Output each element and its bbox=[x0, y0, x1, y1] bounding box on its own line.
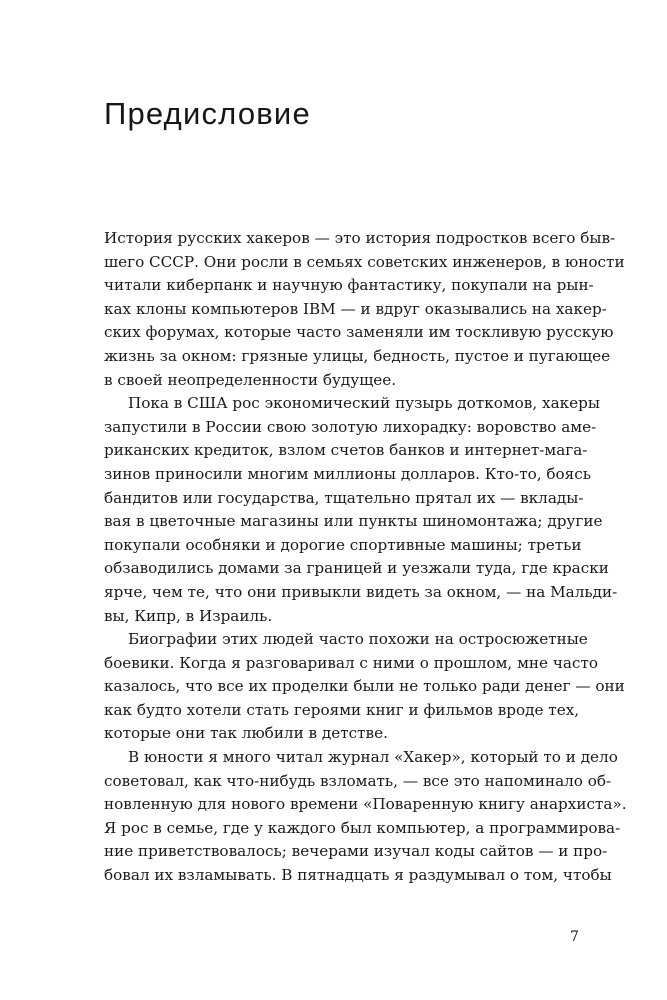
text-line: читали киберпанк и научную фантастику, покупали на рын- bbox=[104, 276, 594, 295]
text-line: вая в цветочные магазины или пункты шиномонтажа; другие bbox=[104, 512, 603, 531]
text-line: бовал их взламывать. В пятнадцать я раздумывал о том, чтобы bbox=[104, 866, 612, 885]
text-line: вы, Кипр, в Израиль. bbox=[104, 606, 273, 625]
text-line: риканских кредиток, взлом счетов банков и интернет-мага- bbox=[104, 441, 588, 460]
text-line: ярче, чем те, что они привыкли видеть за окном, — на Мальди- bbox=[104, 582, 618, 601]
text-line: зинов приносили многим миллионы долларов. Кто-то, боясь bbox=[104, 464, 592, 483]
text-line: которые они так любили в детстве. bbox=[104, 724, 388, 743]
paragraph bbox=[104, 746, 627, 888]
text-line: запустили в России свою золотую лихорадку: воровство аме- bbox=[104, 417, 597, 436]
text-line: обзаводились домами за границей и уезжали туда, где краски bbox=[104, 559, 609, 578]
text-line: жизнь за окном: грязные улицы, бедность, пустое и пугающее bbox=[104, 346, 611, 365]
text-line: ках клоны компьютеров IBM — и вдруг оказывались на хакер- bbox=[104, 299, 607, 318]
chapter-title: Предисловие bbox=[104, 96, 311, 131]
text-line: покупали особняки и дорогие спортивные машины; третьи bbox=[104, 535, 582, 554]
text-line: советовал, как что-нибудь взломать, — все это напоминало об- bbox=[104, 771, 612, 790]
text-line: Биографии этих людей часто похожи на остросюжетные bbox=[128, 630, 588, 649]
text-line: новленную для нового времени «Поваренную книгу анархиста». bbox=[104, 795, 627, 814]
text-line: История русских хакеров — это история подростков всего быв- bbox=[104, 229, 616, 247]
text-line: В юности я много читал журнал «Хакер», который то и дело bbox=[128, 748, 618, 767]
text-line: ских форумах, которые часто заменяли им тоскливую русскую bbox=[104, 323, 614, 342]
text-line: казалось, что все их проделки были не только ради денег — они bbox=[104, 677, 625, 696]
paragraph bbox=[104, 227, 625, 392]
text-line: боевики. Когда я разговаривал с ними о прошлом, мне часто bbox=[104, 653, 598, 672]
text-line: бандитов или государства, тщательно прятал их — вклады- bbox=[104, 488, 584, 507]
text-line: ние приветствовалось; вечерами изучал коды сайтов — и про- bbox=[104, 842, 608, 861]
text-line: Я рос в семье, где у каждого был компьютер, а программирова- bbox=[104, 818, 621, 837]
paragraph bbox=[104, 628, 625, 746]
text-line: в своей неопределенности будущее. bbox=[104, 370, 397, 389]
text-line: Пока в США рос экономический пузырь доткомов, хакеры bbox=[128, 394, 600, 413]
text-line: шего СССР. Они росли в семьях советских инженеров, в юности bbox=[104, 252, 625, 271]
page-number: 7 bbox=[570, 929, 579, 945]
text-line: как будто хотели стать героями книг и фильмов вроде тех, bbox=[104, 700, 580, 719]
paragraph bbox=[104, 392, 618, 628]
body-text bbox=[104, 227, 627, 888]
